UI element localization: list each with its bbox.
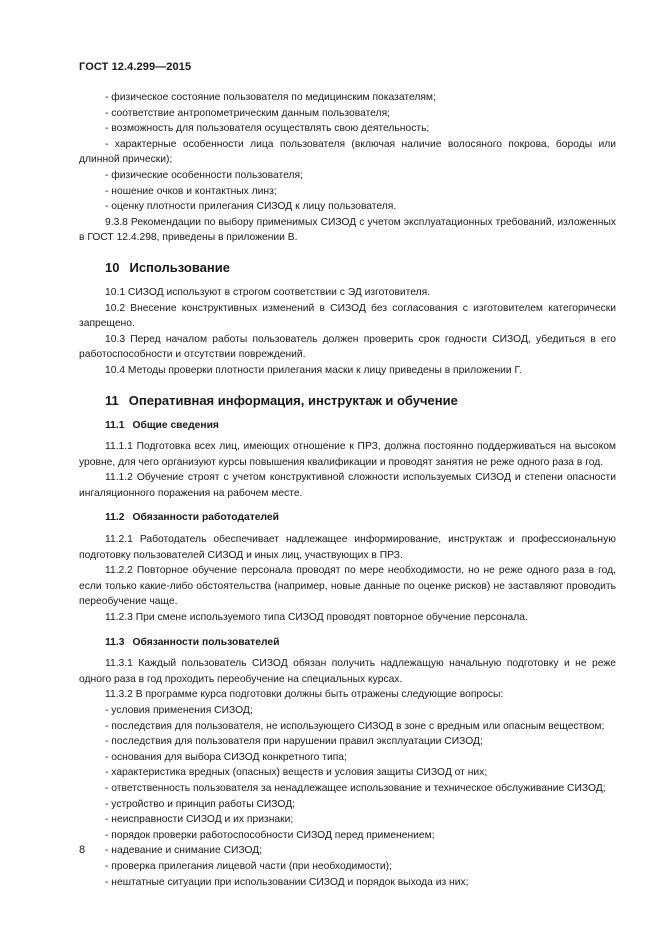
list-item: - последствия для пользователя, не использующего СИЗОД в зоне с вредным или опасным веществом; <box>105 720 605 732</box>
list-item: - ношение очков и контактных линз; <box>105 185 277 197</box>
course-topics-list <box>79 703 616 890</box>
list-item: - возможность для пользователя осуществлять свою деятельность; <box>105 123 430 135</box>
subsection-number: 11.2 <box>105 512 125 524</box>
subsection-number: 11.1 <box>105 419 125 431</box>
subsection-title: Общие сведения <box>132 419 219 431</box>
list-item: - характерные особенности лица пользователя (включая наличие волосяного покрова, бороды или длинной прически); <box>79 138 616 166</box>
intro-list <box>79 90 616 215</box>
list-item: - физическое состояние пользователя по медицинским показателям; <box>105 92 436 103</box>
list-item: - физические особенности пользователя; <box>105 169 303 181</box>
paragraph: 10.4 Методы проверки плотности прилегания маски к лицу приведены в приложении Г. <box>105 364 522 376</box>
subsection-title: Обязанности работодателей <box>132 512 279 524</box>
document-header: ГОСТ 12.4.299—2015 <box>79 61 192 73</box>
paragraph: 10.2 Внесение конструктивных изменений в СИЗОД без согласования с изготовителем категорически запрещено. <box>79 302 616 330</box>
section-11-heading <box>79 392 616 410</box>
list-item: - надевание и снимание СИЗОД; <box>105 845 263 857</box>
list-item: - условия применения СИЗОД; <box>105 705 253 716</box>
list-item: - основания для выбора СИЗОД конкретного типа; <box>105 751 347 763</box>
list-item: - ответственность пользователя за ненадлежащее использование и техническое обслуживание СИЗОД; <box>105 782 606 794</box>
section-title: Использование <box>129 259 230 275</box>
paragraph: 11.2.3 При смене используемого типа СИЗОД проводят повторное обучение персонала. <box>105 612 528 624</box>
paragraph: 11.3.2 В программе курса подготовки должны быть отражены следующие вопросы: <box>105 689 504 701</box>
paragraph: 10.1 СИЗОД используют в строгом соответствии с ЭД изготовителя. <box>105 286 431 298</box>
list-item: - порядок проверки работоспособности СИЗОД перед применением; <box>105 829 435 841</box>
list-item: - соответствие антропометрическим данным пользователя; <box>105 107 391 119</box>
paragraph: 11.1.2 Обучение строят с учетом конструктивной сложности используемых СИЗОД и степени опасности ингаляционного поражения на рабочем месте. <box>79 472 616 499</box>
page-number: 8 <box>79 844 86 856</box>
list-item: - неисправности СИЗОД и их признаки; <box>105 814 294 826</box>
list-item: - оценку плотности прилегания СИЗОД к лицу пользователя. <box>105 201 397 213</box>
list-item: - проверка прилегания лицевой части (при необходимости); <box>105 860 392 872</box>
paragraph: 10.3 Перед началом работы пользователь должен проверить срок годности СИЗОД, убедиться в его работоспособности и отсутствии повреждений. <box>79 333 616 361</box>
paragraph: 11.2.1 Работодатель обеспечивает надлежащее информирование, инструктаж и профессиональную подготовку пользователей СИЗОД и иных лиц, участвующих в ПРЗ. <box>79 534 616 561</box>
list-item: - последствия для пользователя при нарушении правил эксплуатации СИЗОД; <box>105 736 483 748</box>
subsection-11-1-heading <box>79 418 616 434</box>
subsection-11-3-heading <box>79 635 616 651</box>
subsection-title: Обязанности пользователей <box>132 636 280 648</box>
paragraph-9-3-8: 9.3.8 Рекомендации по выбору применимых СИЗОД с учетом эксплуатационных требований, изложенных в ГОСТ 12.4.298, приведены в приложении В. <box>79 216 616 244</box>
section-number: 11 <box>105 392 119 408</box>
subsection-11-2-heading <box>79 510 616 526</box>
section-10-heading <box>79 259 616 277</box>
paragraph: 11.1.1 Подготовка всех лиц, имеющих отношение к ПРЗ, должна постоянно поддерживаться на высоком уровне, для чего организуют курсы повышения квалификации и проводят занятия не реже одного раза в год. <box>79 441 616 468</box>
paragraph: 11.2.2 Повторное обучение персонала проводят по мере необходимости, но не реже одного раза в год, если только какие-либо обстоятельства (например, новые данные по оценке рисков) не заставляют проводить переобучение чаще. <box>79 565 616 608</box>
section-title: Оперативная информация, инструктаж и обучение <box>128 392 458 408</box>
subsection-number: 11.3 <box>105 636 125 648</box>
list-item: - устройство и принцип работы СИЗОД; <box>105 798 296 810</box>
list-item: - нештатные ситуации при использовании СИЗОД и порядок выхода из них; <box>105 876 469 888</box>
list-item: - характеристика вредных (опасных) веществ и условия защиты СИЗОД от них; <box>105 767 488 779</box>
section-number: 10 <box>105 259 120 275</box>
paragraph: 11.3.1 Каждый пользователь СИЗОД обязан получить надлежащую начальную подготовку и не реже одного раза в год проходить переобучение на специальных курсах. <box>79 658 616 685</box>
document-body <box>79 90 616 890</box>
